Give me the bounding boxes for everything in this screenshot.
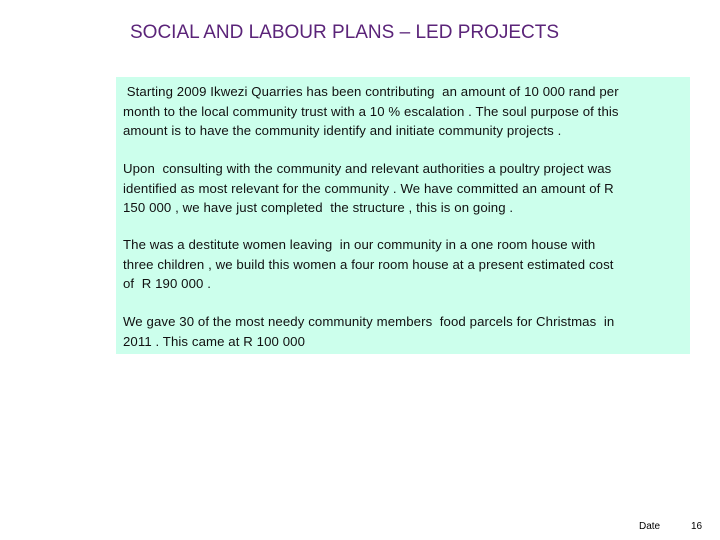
content-box bbox=[116, 77, 690, 354]
page-number: 16 bbox=[691, 521, 703, 532]
paragraph-poultry-project: Upon consulting with the community and relevant authorities a poultry project was identified as most relevant for the community . We have committed an amount of R 150 000 , we have just completed the structure , this is on going . bbox=[123, 161, 614, 215]
paragraph-contribution: Starting 2009 Ikwezi Quarries has been contributing an amount of 10 000 rand per month to the local community trust with a 10 % escalation . The soul purpose of this amount is to have the community identify and initiate community projects . bbox=[123, 84, 619, 138]
paragraph-food-parcels: We gave 30 of the most needy community members food parcels for Christmas in 2011 . This came at R 100 000 bbox=[123, 314, 615, 349]
paragraph-house-build: The was a destitute women leaving in our community in a one room house with three children , we build this women a four room house at a present estimated cost of R 190 000 . bbox=[123, 237, 614, 291]
footer-date: Date bbox=[639, 521, 661, 532]
slide-title: SOCIAL AND LABOUR PLANS – LED PROJECTS bbox=[130, 22, 560, 43]
